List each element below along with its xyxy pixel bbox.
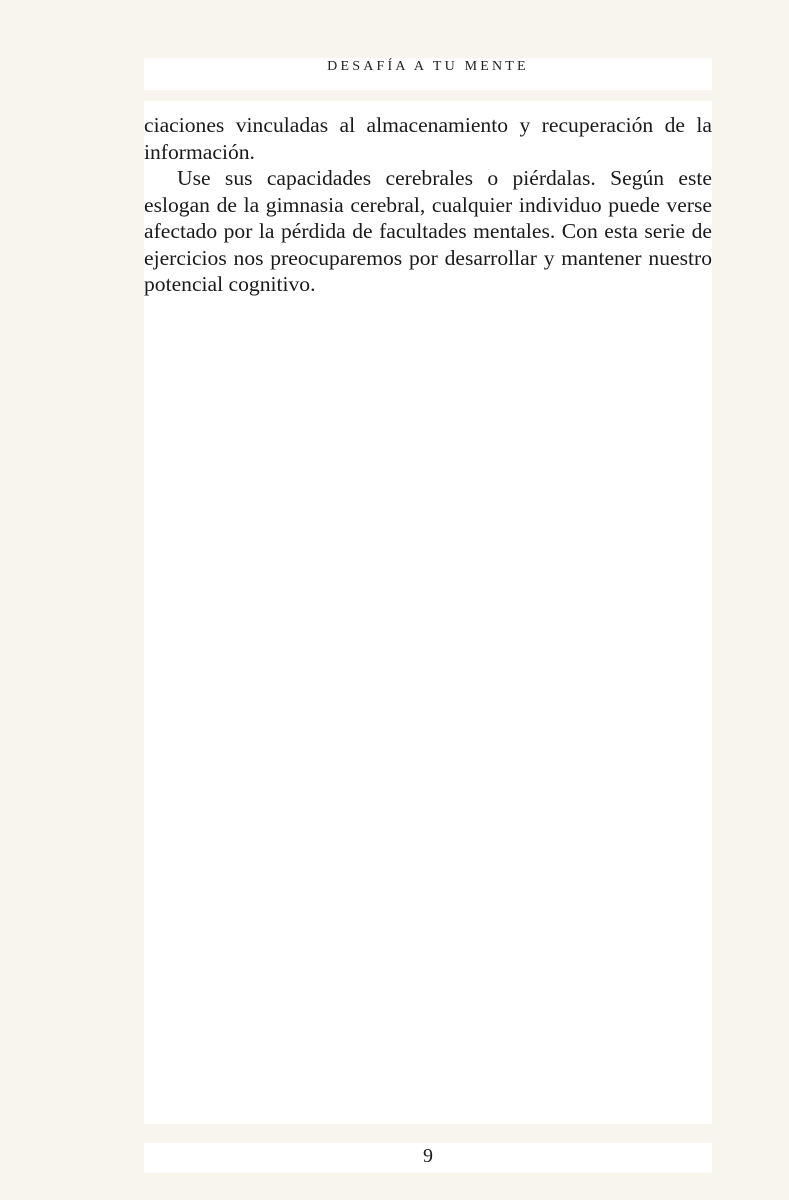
text-block [144,101,712,1124]
running-head-band [144,58,712,90]
paragraph-continued: ciaciones vinculadas al almacenamiento y recuperación de la información. [144,113,712,164]
folio-band [144,1143,712,1173]
running-head-title: DESAFÍA A TU MENTE [327,59,529,74]
page-number: 9 [423,1145,433,1167]
paragraph: Use sus capacidades cerebrales o piérdalas. Según este eslogan de la gimnasia cerebral, cualquier individuo puede verse afectado por la pérdida de facultades mentales. Con esta serie de ejercicios nos preocuparemos por desarrollar y mantener nuestro potencial cognitivo. [144,166,712,296]
body-text [144,112,712,298]
